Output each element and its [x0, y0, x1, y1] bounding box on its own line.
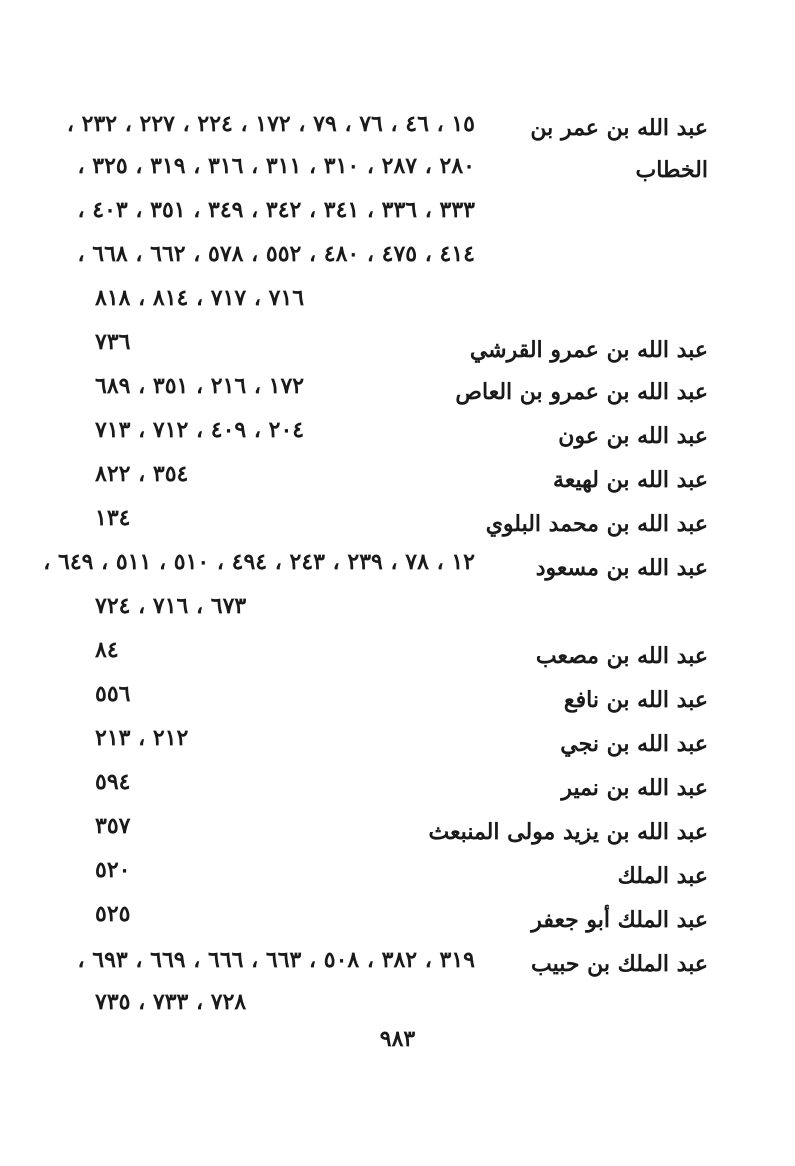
entry-name: عبد الله بن نافع: [563, 687, 708, 713]
entry-pages: ٨٤: [95, 637, 119, 663]
entry-pages: ٣١٩ ، ٣٨٢ ، ٥٠٨ ، ٦٦٣ ، ٦٦٦ ، ٦٦٩ ، ٦٩٣ ،: [77, 947, 475, 973]
entry-name: عبد الله بن مسعود: [535, 555, 708, 581]
entry-pages: ٣٥٤ ، ٨٢٢: [95, 461, 189, 487]
entry-pages: ٧١٦ ، ٧١٧ ، ٨١٤ ، ٨١٨: [95, 285, 305, 311]
entry-pages: ٢٠٤ ، ٤٠٩ ، ٧١٢ ، ٧١٣: [95, 417, 305, 443]
entry-name: عبد الله بن عون: [558, 423, 708, 449]
entry-pages: ٢٨٠ ، ٢٨٧ ، ٣١٠ ، ٣١١ ، ٣١٦ ، ٣١٩ ، ٣٢٥ ،: [77, 153, 475, 179]
entry-pages: ٣٥٧: [95, 813, 131, 839]
page-number: ٩٨٣: [379, 1026, 416, 1052]
entry-pages: ١٥ ، ٤٦ ، ٧٦ ، ٧٩ ، ١٧٢ ، ٢٢٤ ، ٢٢٧ ، ٢٣٢ ،: [66, 111, 475, 137]
entry-pages: ٧٢٨ ، ٧٣٣ ، ٧٣٥: [95, 989, 247, 1015]
entry-pages: ٣٣٣ ، ٣٣٦ ، ٣٤١ ، ٣٤٢ ، ٣٤٩ ، ٣٥١ ، ٤٠٣ ،: [77, 197, 475, 223]
entry-name: عبد الله بن لهيعة: [553, 467, 708, 493]
entry-name: الخطاب: [635, 157, 708, 183]
entry-pages: ٦٧٣ ، ٧١٦ ، ٧٢٤: [95, 593, 247, 619]
entry-pages: ٥٥٦: [95, 681, 131, 707]
entry-name: عبد الملك بن حبيب: [531, 951, 708, 977]
entry-pages: ٥٩٤: [95, 769, 131, 795]
entry-pages: ٢١٢ ، ٢١٣: [95, 725, 189, 751]
entry-name: عبد الله بن عمر بن: [530, 115, 708, 141]
entry-name: عبد الله بن عمرو بن العاص: [455, 379, 708, 405]
entry-pages: ٧٣٦: [95, 329, 131, 355]
entry-name: عبد الله بن محمد البلوي: [485, 511, 708, 537]
entry-name: عبد الملك: [617, 863, 708, 889]
entry-pages: ١٧٢ ، ٢١٦ ، ٣٥١ ، ٦٨٩: [95, 373, 305, 399]
entry-name: عبد الله بن نجي: [560, 731, 708, 757]
entry-name: عبد الله بن عمرو القرشي: [469, 337, 708, 363]
entry-pages: ١٣٤: [95, 505, 131, 531]
entry-pages: ٤١٤ ، ٤٧٥ ، ٤٨٠ ، ٥٥٢ ، ٥٧٨ ، ٦٦٢ ، ٦٦٨ ،: [77, 241, 475, 267]
entry-name: عبد الله بن نمير: [561, 775, 708, 801]
entry-pages: ٥٢٠: [95, 857, 131, 883]
entry-name: عبد الله بن يزيد مولى المنبعث: [428, 819, 708, 845]
entry-pages: ٥٢٥: [95, 901, 131, 927]
entry-name: عبد الله بن مصعب: [535, 643, 708, 669]
entry-pages: ١٢ ، ٧٨ ، ٢٣٩ ، ٢٤٣ ، ٤٩٤ ، ٥١٠ ، ٥١١ ، ٦٤٩ ،: [43, 549, 475, 575]
entry-name: عبد الملك أبو جعفر: [531, 907, 708, 933]
